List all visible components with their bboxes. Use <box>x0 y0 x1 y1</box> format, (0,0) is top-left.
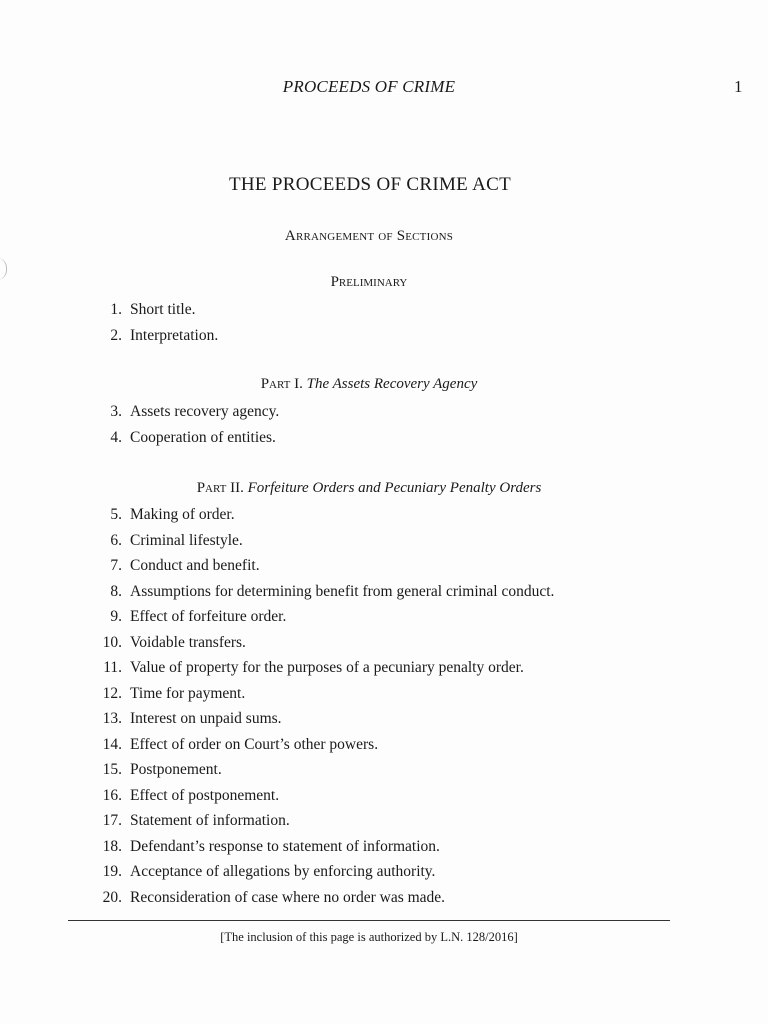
section-number: 11. <box>103 659 122 676</box>
section-list-part-1 <box>90 403 690 454</box>
section-title: Reconsideration of case where no order was made. <box>130 888 446 906</box>
section-item <box>90 608 690 634</box>
act-title: THE PROCEEDS OF CRIME ACT <box>229 174 511 195</box>
section-title: Assumptions for determining benefit from general criminal conduct. <box>130 582 555 600</box>
part-2-title: Forfeiture Orders and Pecuniary Penalty Orders <box>247 480 542 496</box>
section-number: 7. <box>110 557 122 574</box>
part-2-label: Part II. <box>196 480 244 496</box>
section-item <box>90 838 690 864</box>
section-item <box>90 403 690 429</box>
section-item <box>90 736 690 762</box>
running-header: PROCEEDS OF CRIME <box>282 77 456 96</box>
section-number: 10. <box>102 633 122 651</box>
page-number: 1 <box>734 77 743 96</box>
section-number: 19. <box>102 863 122 880</box>
section-number: 3. <box>110 403 122 420</box>
section-item <box>90 889 690 915</box>
section-item <box>90 634 690 660</box>
footer-divider <box>68 920 670 921</box>
section-title: Cooperation of entities. <box>130 428 276 446</box>
part-1-label: Part I. <box>260 376 303 392</box>
footer-note: [The inclusion of this page is authorized by L.N. 128/2016] <box>220 930 518 944</box>
section-title: Conduct and benefit. <box>130 557 260 574</box>
section-title: Defendant’s response to statement of information. <box>130 837 440 855</box>
section-item <box>90 710 690 736</box>
section-item <box>90 685 690 711</box>
section-number: 20. <box>102 888 122 906</box>
section-item <box>90 557 690 583</box>
section-number: 5. <box>110 506 122 523</box>
section-item <box>90 327 690 353</box>
section-title: Assets recovery agency. <box>130 403 280 420</box>
section-number: 2. <box>110 326 122 344</box>
section-number: 15. <box>102 761 122 778</box>
section-item <box>90 761 690 787</box>
section-number: 4. <box>110 428 122 446</box>
section-title: Time for payment. <box>130 684 246 702</box>
part-1-title: The Assets Recovery Agency <box>306 376 478 392</box>
section-number: 18. <box>102 837 122 855</box>
section-number: 9. <box>110 608 122 625</box>
section-number: 12. <box>102 684 122 702</box>
section-number: 16. <box>102 786 122 804</box>
section-number: 17. <box>102 812 122 829</box>
section-title: Interpretation. <box>130 326 219 344</box>
section-item <box>90 659 690 685</box>
section-title: Effect of postponement. <box>130 786 280 804</box>
section-number: 13. <box>102 710 122 727</box>
section-title: Effect of forfeiture order. <box>130 608 287 625</box>
preliminary-heading <box>0 274 738 291</box>
section-item <box>90 532 690 558</box>
section-item <box>90 506 690 532</box>
section-title: Interest on unpaid sums. <box>130 710 282 727</box>
section-title: Voidable transfers. <box>130 633 246 651</box>
section-item <box>90 863 690 889</box>
section-title: Postponement. <box>130 761 222 778</box>
section-item <box>90 812 690 838</box>
section-title: Short title. <box>130 301 196 318</box>
section-title: Effect of order on Court’s other powers. <box>130 735 379 753</box>
section-item <box>90 787 690 813</box>
section-item <box>90 301 690 327</box>
section-title: Criminal lifestyle. <box>130 531 243 549</box>
section-list-preliminary <box>90 301 690 352</box>
section-title: Statement of information. <box>130 812 290 829</box>
section-number: 14. <box>102 735 122 753</box>
part-2-heading <box>0 480 738 497</box>
section-title: Value of property for the purposes of a pecuniary penalty order. <box>130 659 524 676</box>
section-number: 6. <box>110 531 122 549</box>
part-1-heading <box>0 376 738 393</box>
preliminary-label: Preliminary <box>330 274 408 290</box>
section-title: Making of order. <box>130 506 235 523</box>
section-title: Acceptance of allegations by enforcing authority. <box>130 863 436 880</box>
section-item <box>90 429 690 455</box>
section-item <box>90 583 690 609</box>
section-number: 1. <box>110 301 122 318</box>
section-list-part-2 <box>90 506 690 914</box>
section-number: 8. <box>110 582 122 600</box>
arrangement-heading: Arrangement of Sections <box>284 228 454 244</box>
